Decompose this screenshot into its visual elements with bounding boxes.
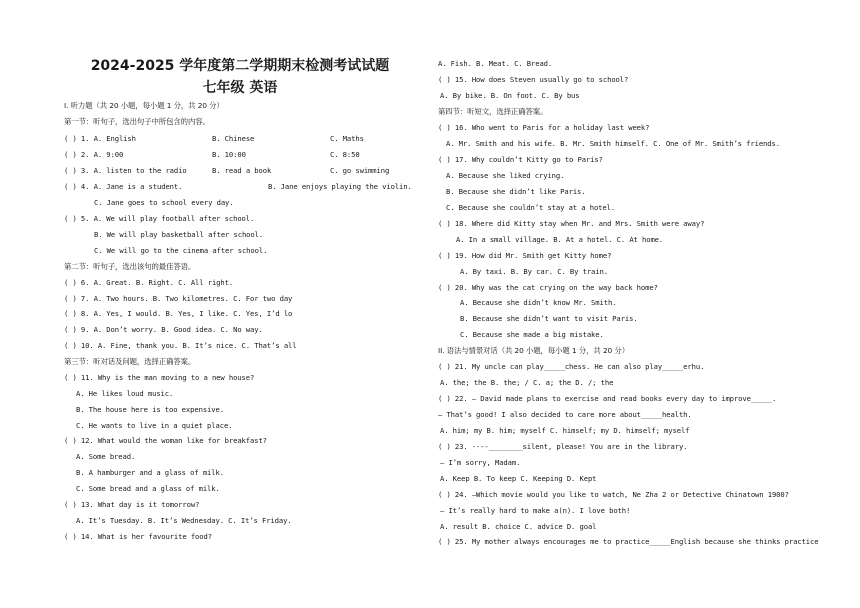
right-line-25: ( ) 23. ----________silent, please! You are in the library. xyxy=(438,442,688,451)
left-line-1: I. 听力题（共 20 小题，每小题 1 分，共 20 分） xyxy=(64,101,224,110)
left-line-16: ( ) 10. A. Fine, thank you. B. It’s nice. C. That’s all xyxy=(64,341,297,350)
left-line-7: C. Jane goes to school every day. xyxy=(94,198,234,207)
left-line-24: B. A hamburger and a glass of milk. xyxy=(76,468,224,477)
right-line-17: B. Because she didn’t want to visit Paris. xyxy=(460,314,638,323)
right-line-1: A. Fish. B. Meat. C. Bread. xyxy=(438,59,553,68)
left-line-6: ( ) 4. A. Jane is a student. xyxy=(64,182,183,191)
right-line-18: C. Because she made a big mistake. xyxy=(460,330,604,339)
right-line-12: A. In a small village. B. At a hotel. C. At home. xyxy=(456,235,664,244)
left-line-25: C. Some bread and a glass of milk. xyxy=(76,484,220,493)
left-line-26: ( ) 13. What day is it tomorrow? xyxy=(64,500,200,509)
left-line-9: B. We will play basketball after school. xyxy=(94,230,264,239)
right-line-23: — That’s good! I also decided to care more about_____health. xyxy=(438,410,692,419)
left-line-14: ( ) 8. A. Yes, I would. B. Yes, I like. C. Yes, I’d lo xyxy=(64,309,293,318)
right-line-10: C. Because she couldn’t stay at a hotel. xyxy=(446,203,616,212)
left-line-21: C. He wants to live in a quiet place. xyxy=(76,421,233,430)
option-q4b: B. Jane enjoys playing the violin. xyxy=(268,182,412,191)
right-line-26: — I’m sorry, Madam. xyxy=(440,458,521,467)
right-line-14: A. By taxi. B. By car. C. By train. xyxy=(460,267,608,276)
left-line-18: ( ) 11. Why is the man moving to a new house? xyxy=(64,373,255,382)
right-line-13: ( ) 19. How did Mr. Smith get Kitty home? xyxy=(438,251,612,260)
right-line-9: B. Because she didn’t like Paris. xyxy=(446,187,586,196)
left-line-5: ( ) 3. A. listen to the radio xyxy=(64,166,187,175)
page-subtitle: 七年级 英语 xyxy=(202,80,278,96)
right-line-4: 第四节：听短文，选择正确答案。 xyxy=(438,107,548,116)
left-line-4: ( ) 2. A. 9:00 xyxy=(64,150,124,159)
left-line-22: ( ) 12. What would the woman like for breakfast? xyxy=(64,436,267,445)
right-line-19: II. 语法与情景对话（共 20 小题，每小题 1 分，共 20 分） xyxy=(438,346,629,355)
left-line-20: B. The house here is too expensive. xyxy=(76,405,224,414)
left-line-23: A. Some bread. xyxy=(76,452,136,461)
left-line-17: 第三节：听对话及问题，选择正确答案。 xyxy=(64,357,196,366)
right-line-7: ( ) 17. Why couldn’t Kitty go to Paris? xyxy=(438,155,603,164)
right-line-28: ( ) 24. —Which movie would you like to watch, Ne Zha 2 or Detective Chinatown 1900? xyxy=(438,490,789,499)
option-q1c: C. Maths xyxy=(330,134,364,143)
right-line-5: ( ) 16. Who went to Paris for a holiday last week? xyxy=(438,123,650,132)
right-line-29: — It’s really hard to make a(n). I love both! xyxy=(440,506,631,515)
right-line-6: A. Mr. Smith and his wife. B. Mr. Smith himself. C. One of Mr. Smith’s friends. xyxy=(446,139,780,148)
left-line-19: A. He likes loud music. xyxy=(76,389,174,398)
left-line-10: C. We will go to the cinema after school. xyxy=(94,246,268,255)
option-q2b: B. 10:00 xyxy=(212,150,246,159)
right-line-11: ( ) 18. Where did Kitty stay when Mr. and Mrs. Smith were away? xyxy=(438,219,705,228)
option-q3c: C. go swimming xyxy=(330,166,390,175)
page-title: 2024-2025 学年度第二学期期末检测考试试题 xyxy=(90,58,390,74)
option-q3b: B. read a book xyxy=(212,166,272,175)
left-line-27: A. It’s Tuesday. B. It’s Wednesday. C. It’s Friday. xyxy=(76,516,292,525)
option-q2c: C. 8:50 xyxy=(330,150,360,159)
right-line-30: A. result B. choice C. advice D. goal xyxy=(440,522,597,531)
left-line-28: ( ) 14. What is her favourite food? xyxy=(64,532,212,541)
right-line-24: A. him; my B. him; myself C. himself; my D. himself; myself xyxy=(440,426,690,435)
right-line-15: ( ) 20. Why was the cat crying on the way back home? xyxy=(438,283,658,292)
left-line-13: ( ) 7. A. Two hours. B. Two kilometres. C. For two day xyxy=(64,294,293,303)
right-line-21: A. the; the B. the; / C. a; the D. /; the xyxy=(440,378,614,387)
right-line-31: ( ) 25. My mother always encourages me to practice_____English because she thinks practice xyxy=(438,537,819,546)
right-line-2: ( ) 15. How does Steven usually go to school? xyxy=(438,75,629,84)
left-line-8: ( ) 5. A. We will play football after school. xyxy=(64,214,255,223)
left-line-11: 第二节：听句子，选出该句的最佳答语。 xyxy=(64,262,196,271)
right-line-27: A. Keep B. To keep C. Keeping D. Kept xyxy=(440,474,597,483)
right-line-20: ( ) 21. My uncle can play_____chess. He can also play_____erhu. xyxy=(438,362,705,371)
right-line-16: A. Because she didn’t know Mr. Smith. xyxy=(460,298,617,307)
left-line-3: ( ) 1. A. English xyxy=(64,134,136,143)
left-line-2: 第一节：听句子，选出句子中所包含的内容。 xyxy=(64,117,210,126)
option-q1b: B. Chinese xyxy=(212,134,255,143)
left-line-12: ( ) 6. A. Great. B. Right. C. All right. xyxy=(64,278,234,287)
right-line-8: A. Because she liked crying. xyxy=(446,171,565,180)
right-line-22: ( ) 22. — David made plans to exercise and read books every day to improve_____. xyxy=(438,394,777,403)
right-line-3: A. By bike. B. On foot. C. By bus xyxy=(440,91,580,100)
left-line-15: ( ) 9. A. Don’t worry. B. Good idea. C. No way. xyxy=(64,325,263,334)
